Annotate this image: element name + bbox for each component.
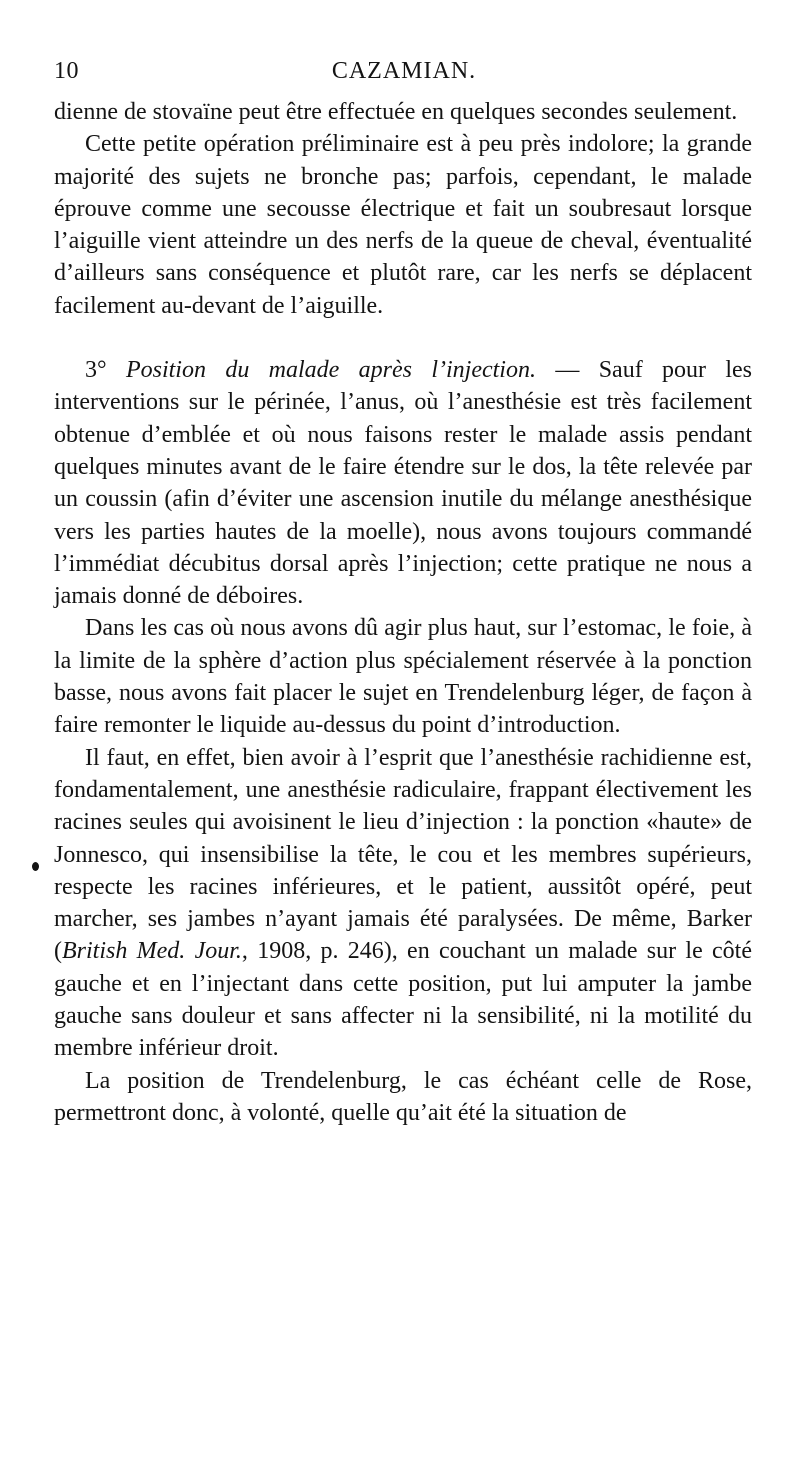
body-text <box>54 96 752 1129</box>
running-head: CAZAMIAN. <box>331 58 477 84</box>
paragraph-4: Dans les cas où nous avons dû agir plus haut, sur l’estomac, le foie, à la limite de la sphère d’action plus spécialement réservée à la ponction basse, nous avons fait placer le sujet en Trendelenburg léger, de façon à faire remonter le liquide au-dessus du point d’introduction. <box>54 615 752 739</box>
citation-journal: British Med. Jour. <box>62 938 242 965</box>
page-header <box>54 52 754 92</box>
paragraph-5 <box>54 742 752 1065</box>
paragraph-6: La position de Trendelenburg, le cas échéant celle de Rose, permettront donc, à volonté, quelle qu’ait été la situation de <box>54 1067 752 1126</box>
section-text: — Sauf pour les interventions sur le périnée, l’anus, où l’anesthésie est très facilement obtenue d’emblée et où nous faisons rester le malade assis pendant quelques minutes avant de le faire étendre sur le dos, la tête relevée par un coussin (afin d’éviter une ascension inutile du mélange anesthésique vers les parties hautes de la moelle), nous avons toujours commandé l’immédiat décubitus dorsal après l’injection; cette pratique ne nous a jamais donné de déboires. <box>54 357 753 610</box>
section-number: 3° <box>85 357 107 384</box>
section-title: Position du malade après l’injection. <box>125 357 536 384</box>
paragraph-5-text-before: Il faut, en effet, bien avoir à l’esprit que l’anesthésie rachidienne est, fondamentalement, une anesthésie radiculaire, frappant électivement les racines seules qui avoisinent le lieu d’injection : la ponction «haute» de Jonnesco, qui insensibilise la tête, le cou et les membres supérieurs, respecte les racines inférieures, et le patient, aussitôt opéré, peut marcher, ses jambes n’ayant jamais été paralysées. De même, Barker ( <box>54 744 752 965</box>
paragraph-3-section <box>54 354 752 612</box>
page-number: 10 <box>54 58 79 84</box>
margin-ink-dot <box>32 862 39 871</box>
paragraph-2: Cette petite opération préliminaire est à peu près indolore; la grande majorité des sujets ne bronche pas; parfois, cependant, le malade éprouve comme une secousse électrique et fait un soubresaut lorsque l’aiguille vient atteindre un des nerfs de la queue de cheval, éventualité d’ailleurs sans conséquence et plutôt rare, car les nerfs se déplacent facilement au-devant de l’aiguille. <box>54 131 752 319</box>
paragraph-5-text-after: , 1908, p. 246), en couchant un malade sur le côté gauche et en l’injectant dans cette position, put lui amputer la jambe gauche sans douleur et sans affecter ni la sensibilité, ni la motilité du membre inférieur droit. <box>54 938 752 1062</box>
paragraph-1: dienne de stovaïne peut être effectuée en quelques secondes seulement. <box>54 99 738 125</box>
